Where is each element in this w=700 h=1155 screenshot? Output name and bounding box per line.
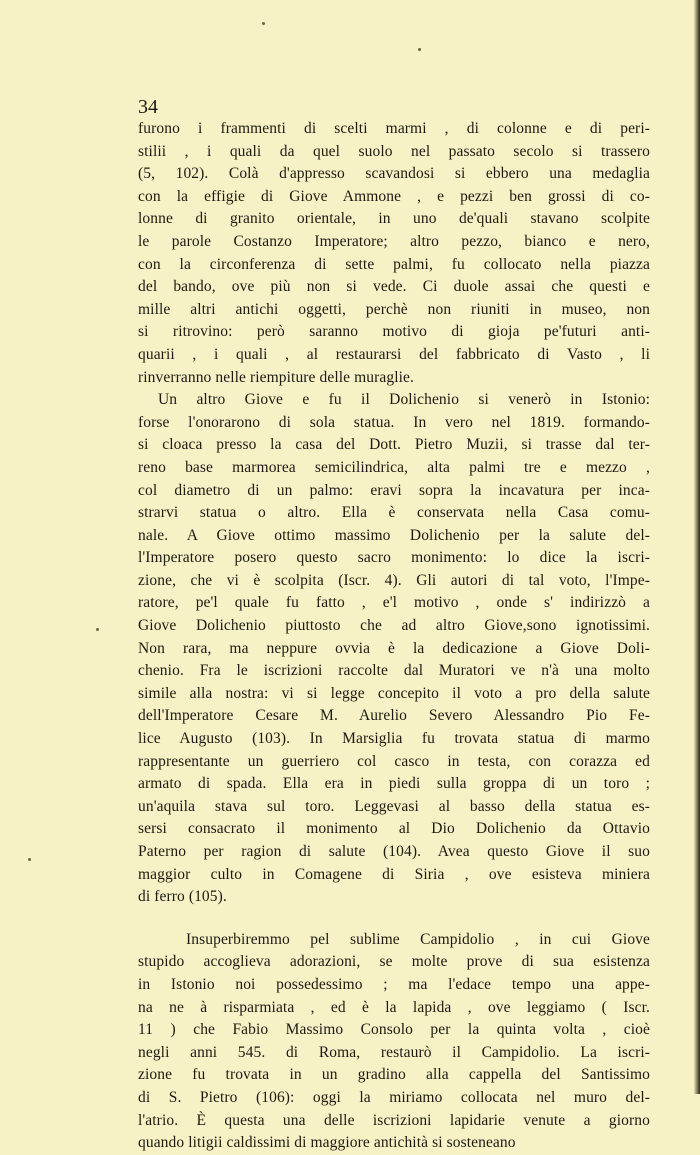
text-line: Giove Dolichenio piuttosto che ad altro Giove,sono ignotissimi.: [138, 617, 650, 635]
paper-speck: [418, 48, 421, 51]
text-line: stilii , i quali da quel suolo nel passato secolo si trassero: [138, 142, 650, 160]
text-line: Paterno per ragion di salute (104). Avea questo Giove il suo: [138, 843, 650, 860]
text-line: rinverranno nelle riempiture delle muraglie.: [138, 368, 414, 386]
text-line: l'atrio. È questa una delle iscrizioni lapidarie venute a giorno: [138, 1111, 650, 1129]
paragraph-3: [138, 929, 650, 1155]
text-line: mille altri antichi oggetti, perchè non riuniti in museo, non: [138, 300, 650, 318]
text-line: di ferro (105).: [138, 888, 227, 906]
text-line: con la circonferenza di sette palmi, fu collocato nella piazza: [138, 255, 650, 273]
text-line: nale. A Giove ottimo massimo Dolichenio per la salute del-: [138, 526, 650, 544]
text-line: del bando, ove più non si vede. Ci duole assai che questi e: [138, 278, 650, 296]
text-line: negli anni 545. di Roma, restaurò il Campidolio. La iscri-: [138, 1043, 650, 1061]
text-line: armato di spada. Ella era in piedi sulla groppa di un toro ;: [138, 775, 650, 793]
text-line: l'Imperatore posero questo sacro monimento: lo dice la iscri-: [138, 549, 650, 567]
text-line: un'aquila stava sul toro. Leggevasi al basso della statua es-: [138, 797, 650, 815]
text-line: lice Augusto (103). In Marsiglia fu trovata statua di marmo: [138, 730, 650, 748]
text-line: 11 ) che Fabio Massimo Consolo per la quinta volta , cioè: [138, 1021, 650, 1039]
text-line: ratore, pe'l quale fu fatto , e'l motivo , onde s' indirizzò a: [138, 594, 650, 612]
paper-speck: [262, 22, 265, 25]
text-line: le parole Costanzo Imperatore; altro pezzo, bianco e nero,: [138, 232, 650, 250]
text-line: si cloaca presso la casa del Dott. Pietro Muzii, si trasse dal ter-: [138, 436, 650, 454]
text-line: in Istonio noi possedessimo ; ma l'edace tempo una appe-: [138, 975, 650, 993]
text-line: si ritrovino: però saranno motivo di gioja pe'futuri anti-: [138, 323, 650, 341]
text-line: quarii , i quali , al restaurarsi del fabbricato di Vasto , li: [138, 345, 650, 363]
text-line: di S. Pietro (106): oggi la miriamo collocata nel muro del-: [138, 1088, 650, 1106]
paper-speck: [28, 858, 31, 861]
page-number: 34: [138, 96, 158, 118]
text-line: maggior culto in Comagene di Siria , ove esisteva miniera: [138, 865, 650, 883]
text-line: lonne di granito orientale, in uno de'quali stavano scolpite: [138, 210, 650, 228]
body-text: [138, 118, 650, 1155]
paragraph-2: [138, 389, 650, 909]
text-line: dell'Imperatore Cesare M. Aurelio Severo Alessandro Pio Fe-: [138, 707, 650, 725]
text-line: Insuperbiremmo pel sublime Campidolio , in cui Giove: [186, 930, 650, 948]
text-line: (5, 102). Colà d'appresso scavandosi si ebbero una medaglia: [138, 165, 650, 183]
text-line: con la effigie di Giove Ammone , e pezzi ben grossi di co-: [138, 187, 650, 205]
text-line: Non rara, ma neppure ovvia è la dedicazione a Giove Doli-: [138, 639, 650, 657]
text-line: simile alla nostra: vi si legge concepito il voto a pro della salute: [138, 684, 650, 702]
text-line: Un altro Giove e fu il Dolichenio si venerò in Istonio:: [158, 391, 650, 409]
paragraph-gap: [138, 909, 650, 929]
text-line: zione, che vi è scolpita (Iscr. 4). Gli autori di tal voto, l'Impe-: [138, 571, 650, 589]
text-line: forse l'onorarono di sola statua. In vero nel 1819. formando-: [138, 413, 650, 431]
text-line: na ne à risparmiata , ed è la lapida , ove leggiamo ( Iscr.: [138, 998, 650, 1016]
text-line: stupido accoglieva adorazioni, se molte prove di sua esistenza: [138, 953, 650, 971]
text-line: zione fu trovata in un gradino alla cappella del Santissimo: [138, 1066, 650, 1084]
paragraph-1: [138, 118, 650, 389]
page-edge-shadow: [694, 0, 700, 1094]
text-line: quando litigii caldissimi di maggiore antichità si sosteneano: [138, 1134, 516, 1152]
text-line: chenio. Fra le iscrizioni raccolte dal Muratori ve n'à una molto: [138, 662, 650, 680]
text-line: rappresentante un guerriero col casco in testa, con corazza ed: [138, 752, 650, 770]
text-line: reno base marmorea semicilindrica, alta palmi tre e mezzo ,: [138, 458, 650, 476]
text-line: strarvi statua o altro. Ella è conservata nella Casa comu-: [138, 504, 650, 522]
text-line: furono i frammenti di scelti marmi , di colonne e di peri-: [138, 120, 650, 137]
text-line: sersi consacrato il monimento al Dio Dolichenio da Ottavio: [138, 820, 650, 838]
text-line: col diametro di un palmo: eravi sopra la incavatura per inca-: [138, 481, 650, 499]
paper-speck: [96, 628, 99, 631]
